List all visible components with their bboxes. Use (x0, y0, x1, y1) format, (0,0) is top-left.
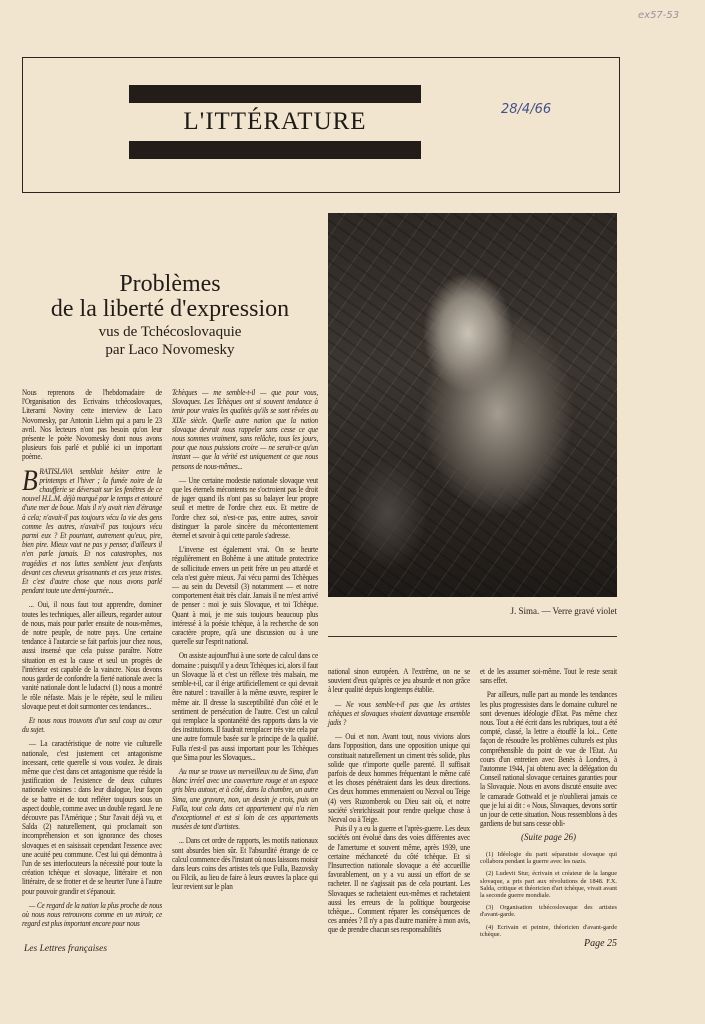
intro-paragraph: Nous reprenons de l'hebdomadaire de l'Organisation des Ecrivains tchécoslovaques, Literarni Noviny cette interview de Laco Novomesky, par Antonin Liehm qui a paru le 23 avril. Nos lecteurs n'ont pas besoin qu'on leur présente le poète Novomesky dont nous avons plusieurs fois parlé et publié ici un important poème. (22, 388, 162, 462)
headline-line-1: Problèmes (119, 271, 221, 297)
section-title: L'ITTÉRATURE (183, 108, 367, 135)
handwritten-date: 28/4/66 (501, 102, 552, 117)
paragraph: — Oui et non. Avant tout, nous vivions alors dans l'opposition, dans une opposition unique qui constituait naturellement un ciment très solide, plus solide que n'importe quelle parenté. Il suffisait parfois de deux hommes fréquentant le même café et les choses pénétraient dans les deux directions. Ces deux hommes emmenaient ou Nezval ou Teige (4) vers Ruzomberok ou Dieu sait où, et notre société s'enrichissait pour rendre quelque chose à Nezval ou à Teige. (328, 732, 470, 825)
section-header (22, 57, 620, 193)
paragraph: — Ne vous semble-t-il pas que les artistes tchèques et slovaques vivaient davantage ensemble jadis ? (328, 699, 470, 728)
footnote: (2) Ludevit Stur, écrivain et créateur de la langue slovaque, a pris part aux révolutions de 1848. F.X. Salda, critique et théoricien d'art tchèque, vivait avant la seconde guerre mondiale. (480, 870, 617, 900)
paragraph: ... Dans cet ordre de rapports, les motifs nationaux sont absurdes bien sûr. Et l'absurdité étrange de ce calcul commence dès l'instant où nous laissons moisir dans leurs coins des artistes tels que Fulla, Bazovsky ou Filcik, au lieu de faire à leurs œuvres la place qui leur revient sur le plan (172, 836, 319, 892)
paragraph: national sinon européen. A l'extrême, on ne se souvient d'eux qu'après ce jeu absurde et non grâce à leur qualité depuis longtemps établie. (328, 667, 470, 695)
paragraph: — La caractéristique de notre vie culturelle nationale, c'est justement cet antagonisme incessant, cette querelle si vous voulez. Je dirais même que c'est dans cet antagonisme que réside la justification de l'existence de deux cultures nationale voisines : dans leur dialogue, leur façon de se battre et de tout refléter toujours sous un aspect double, comme avec un double regard. Je ne découvre pas l'Amérique ; Stur l'avait déjà vu, et Salda (2) naturellement, qui proclamait son incompréhension et son ignorance des choses slovaques et en saisissait cependant l'essence avec une acuité peu commune. C'est lui qui démontra à l'un de ses interlocuteurs la nécessité pour toute la création tchèque et slovaque, littéraire et non littéraire, de se frotter et de se heurter l'une à l'autre pour pouvoir grandir et s'épanouir. (22, 739, 162, 896)
divider (328, 636, 617, 637)
article-column-4 (480, 667, 617, 833)
header-bar-bottom (129, 141, 421, 159)
footnote: (1) Idéologie du parti séparatiste slovaque qui collabora pendant la guerre avec les nazis. (480, 851, 617, 866)
lead-text: RATISLAVA semblait hésiter entre le printemps et l'hiver ; la fumée noire de la chaufferie se déversait sur les fenêtres de ce nouvel H.L.M. déjà marqué par le temps et entouré d'une mer de boue. Mais il n'y avait rien d'étrange à cela; n'avait-il pas toujours vécu la vie des gens comme les autres, n'avait-il pas toujours vécu parmi eux ? Et pourtant, autrement qu'eux, pire, bien pire. Mieux vaut ne pas y penser, d'ailleurs il n'en parle jamais. Et nos catastrophes, nos tragédies et nos luttes semblent jeux d'enfants devant ces cheveux grisonnants et ces yeux tristes. Et c'est d'autre chose que nous avons parlé pendant toute une demi-journée... (22, 466, 162, 596)
paragraph: Puis il y a eu la guerre et l'après-guerre. Les deux sociétés ont évolué dans des voies différentes avec de l'amertume et souvent même, après 1939, une certaine méchanceté du côté tchèque. Et si l'Insurrection nationale slovaque a été accueillie favorablement, on y a vu aussi un effort de se racheter. Il ne s'agissait pas de cela pourtant. Les Slovaques se rachetaient eux-mêmes et rachetaient aussi les erreurs de la politique bourgeoise tchèque... Comment réparer les conséquences de ces années ? Il n'y a pas d'autre manière à mon avis, que de prendre chacun ses responsabilités (328, 824, 470, 935)
paragraph: Au mur se trouve un merveilleux nu de Sima, d'un blanc irréel avec une couverture rouge et un espace gris bleu autour, et à côté, dans la chambre, un autre Sima, une gravure, non, un dessin je crois, puis un Fulla, tout cela dans cet appartement qui n'a rien d'exceptionnel et est si loin de ces appartements musées de tant d'artistes. (172, 766, 318, 832)
paragraph: — Une certaine modestie nationale slovaque veut que les éternels mécontents ne s'octroient pas le droit de juger quand ils n'ont pas su balayer leur propre seuil et mettre de l'ordre chez eux. Et mettre de l'ordre chez soi, n'est-ce pas, entre autres, savoir distinguer la parole sincère du mécontentement éternel et savoir à qui cette parole s'adresse. (172, 475, 318, 541)
footnotes (480, 851, 617, 943)
drop-cap: B (22, 463, 38, 497)
footnote: (3) Organisation tchécoslovaque des artistes d'avant-garde. (480, 904, 617, 919)
archive-annotation: ex57-53 (638, 10, 680, 21)
headline-byline: par Laco Novomesky (105, 342, 235, 358)
artwork-illustration (328, 213, 617, 597)
paragraph: On assiste aujourd'hui à une sorte de calcul dans ce domaine : puisqu'il y a deux Tchèques ici, alors il faut un Slovaque là et c'est un réflexe très malsain, me semble-t-il, car il érige artificiellement ce qui devrait être naturel : travailler à la même œuvre, respirer le même air. Il dresse la susceptibilité d'un côté et le sentiment de persécution de l'autre. C'est un calcul qui remplace la spontanéité des rapports dans la vie des institutions. Il faudrait remplacer très vite cela par une autre formule basée sur le principe de la qualité. Fulla n'est-il pas aussi important pour les Tchèques que Sima pour les Slovaques... (172, 651, 318, 762)
paragraph: Par ailleurs, nulle part au monde les tendances les plus progressistes dans le domaine culturel ne sont devenues idéologie d'Etat. Pas même chez nous. Tout a été écrit dans les rubriques, tout a été compté, classé, la lettre a étouffé la loi... Cette façon de résoudre les problèmes culturels est plus compréhensible du point de vue de l'Etat. Au cours d'un entretien avec Benès à Londres, à l'automne 1944, j'ai obtenu avec la délégation du Conseil national slovaque certaines garanties pour la Slovaquie. Nous en avons discuté ensuite avec le camarade Gottwald et je n'oublierai jamais ce que je lui ai dit : « Nous, Slovaques, devons sortir un jour de cette situation. Nous ressemblons à des gardiens de but sans cesse obli- (480, 690, 617, 829)
article-column-2 (172, 388, 318, 897)
paragraph: Tchèques — me semble-t-il — que pour vous, Slovaques. Les Tchèques ont si souvent tendance à tenir pour vraies les qualités qu'ils se sont rêvées au XIXe siècle. Quelle autre nation que la nation slovaque devrait nous rappeler sans cesse ce que nous sommes vraiment, sans relâche, tous les jours, pour que nous puissions croire — ne serait-ce qu'un instant — que la vérité est uniquement ce que nous pensons de nous-mêmes... (172, 388, 318, 471)
footnote: (4) Ecrivain et peintre, théoricien d'avant-garde tchèque. (480, 923, 617, 938)
headline-subtitle: vus de Tchécoslovaquie (98, 324, 242, 340)
illustration-caption: J. Sima. — Verre gravé violet (510, 606, 617, 616)
paragraph: L'inverse est également vrai. On se heurte régulièrement en Bohême à une attitude protectrice de sollicitude envers un petit frère un peu attardé et cela n'est guère mieux. J'ai vécu parmi des Tchèques — au sein du Devetsil (3) notamment — et notre comportement était très clair. Jamais il ne m'est arrivé de penser : moi je suis Slovaque, et toi Tchèque. Quant à moi, je me suis toujours beaucoup plus intéressé à la poésie tchèque, à la recherche de son caractère propre, qu'à une discussion ou à une querelle sur l'esprit national. (172, 545, 318, 647)
header-bar-top (129, 85, 421, 103)
article-column-3 (328, 667, 470, 940)
publication-name: Les Lettres françaises (24, 944, 108, 954)
article-headline (22, 272, 318, 358)
paragraph: — Ce regard de la nation la plus proche de nous où nous nous retrouvons comme en un miroir, ce regard est plus important encore pour nous (22, 900, 162, 929)
continued-notice: (Suite page 26) (521, 832, 576, 842)
headline-line-2: de la liberté d'expression (50, 296, 290, 322)
article-column-1 (22, 388, 162, 933)
page-number: Page 25 (584, 938, 618, 949)
paragraph: et de les assumer soi-même. Tout le reste serait sans effet. (480, 667, 617, 686)
lead-paragraph (22, 463, 162, 596)
paragraph: ... Oui, il nous faut tout apprendre, dominer toutes les techniques, aller ailleurs, regarder autour de nous, mais pour parler ensuite de nous-mêmes, de notre peuple, de notre pays. Une certaine tendance à l'autarcie se fait parfois jour chez nous, aussi insensé que cela puisse paraître. Notre situation en est la cause et seul un progrès de l'intérieur est capable de la vaincre. Nous devons nous garder de confondre la fierté nationale avec la vanité nationale dont le ludactvi (1) nous a montré le rôle néfaste. Mais je le répète, seul le milieu slovaque peut et doit surmonter ces tendances... (22, 600, 162, 711)
paragraph: Et nous nous trouvons d'un seul coup au cœur du sujet. (22, 715, 162, 735)
